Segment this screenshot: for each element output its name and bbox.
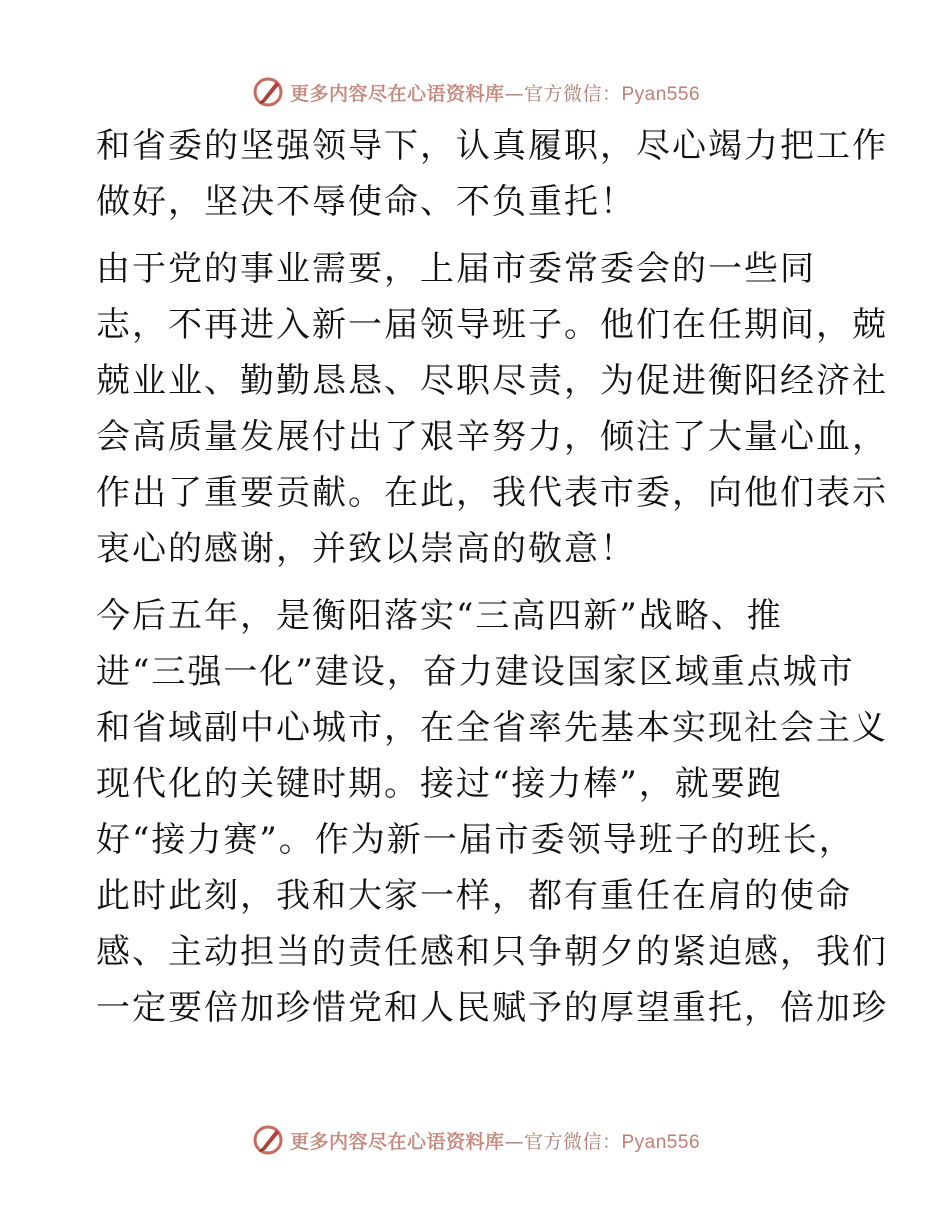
paragraph-2 [96, 241, 888, 577]
text-line: 好“接力赛”。作为新一届市委领导班子的班长， [96, 820, 855, 860]
document-body [96, 118, 888, 1036]
header-watermark [0, 72, 950, 112]
text-line: 和省域副中心城市，在全省率先基本实现社会主义 [96, 708, 888, 748]
text-line: 兢业业、勤勤恳恳、尽职尽责，为促进衡阳经济社 [96, 361, 888, 401]
text-line: 感、主动担当的责任感和只争朝夕的紧迫感，我们 [96, 932, 888, 972]
text-line: 会高质量发展付出了艰辛努力，倾注了大量心血， [96, 417, 888, 457]
pen-logo-icon [250, 1122, 286, 1158]
text-line: 此时此刻，我和大家一样，都有重任在肩的使命 [96, 876, 852, 916]
text-line: 今后五年，是衡阳落实“三高四新”战略、推 [96, 596, 783, 636]
text-line: 和省委的坚强领导下，认真履职，尽心竭力把工作 [96, 126, 888, 166]
text-line: 作出了重要贡献。在此，我代表市委，向他们表示 [96, 473, 888, 513]
watermark-text: 更多内容尽在心语资料库—官方微信：Pyan556 [289, 1130, 701, 1153]
text-line: 现代化的关键时期。接过“接力棒”，就要跑 [96, 764, 783, 804]
text-line: 志，不再进入新一届领导班子。他们在任期间，兢 [96, 305, 888, 345]
watermark-text: 更多内容尽在心语资料库—官方微信：Pyan556 [289, 82, 701, 105]
text-line: 进“三强一化”建设，奋力建设国家区域重点城市 [96, 652, 855, 692]
paragraph-1 [96, 118, 888, 230]
footer-watermark [0, 1120, 950, 1160]
paragraph-3 [96, 588, 888, 1036]
text-line: 做好，坚决不辱使命、不负重托！ [96, 182, 636, 222]
text-line: 由于党的事业需要，上届市委常委会的一些同 [96, 249, 816, 289]
pen-logo-icon [250, 74, 286, 110]
text-line: 一定要倍加珍惜党和人民赋予的厚望重托，倍加珍 [96, 988, 888, 1028]
text-line: 衷心的感谢，并致以崇高的敬意！ [96, 529, 636, 569]
